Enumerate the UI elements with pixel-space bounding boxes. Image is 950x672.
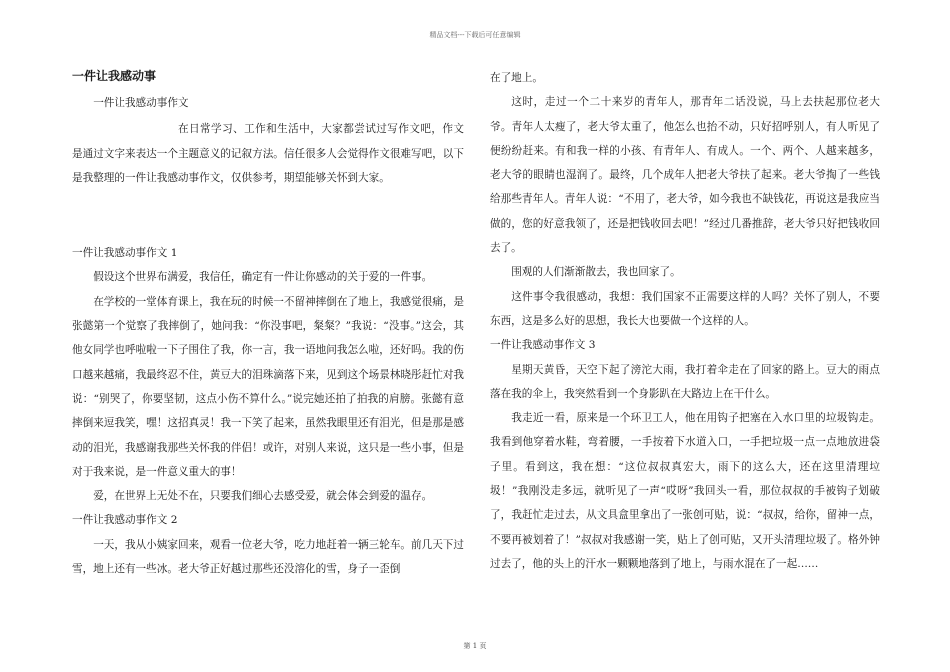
page-header: 精品文档---下载后可任意编辑	[429, 31, 521, 39]
essay3-paragraph-1: 星期天黄昏，天空下起了滂沱大雨，我打着伞走在了回家的路上。豆大的雨点落在我的伞上，我突然看到一个身影趴在大路边上在干什么。	[490, 363, 880, 400]
essay2-paragraph-1-continued: 在了地上。	[490, 72, 543, 84]
essay2-heading: 一件让我感动事作文 2	[72, 514, 178, 527]
essay1-paragraph-3: 爱，在世界上无处不在，只要我们细心去感受爱，就会体会到爱的温存。	[93, 490, 433, 503]
document-subtitle: 一件让我感动事作文	[93, 97, 189, 109]
page-number: 第 1 页	[463, 642, 487, 650]
essay1-heading: 一件让我感动事作文 1	[72, 247, 178, 260]
essay1-paragraph-2: 在学校的一堂体育课上，我在玩的时候一不留神摔倒在了地上，我感觉很痛，是张懿第一个觉察了我摔倒了，她问我：“你没事吧，粲粲？”我说：“没事。”这会，其他女同学也呼啦啦一下子围住了我，你一言，我一语地问我怎么啦，还好吗。我的伤口越来越痛，我最终忍不住，黄豆大的泪珠滴落下来，见到这个场景林晓彤赶忙对我说：“别哭了，你要坚韧，这点小伤不算什么。”说完她还拍了拍我的肩膀。张懿有意摔倒来逗我笑，嘿！这招真灵！我一下笑了起来，虽然我眼里还有泪光，但是那是感动的泪光，我感谢我那些关怀我的伴侣！或许，对别人来说，这只是一些小事，但是对于我来说，是一件意义重大的事！	[72, 295, 464, 478]
essay2-paragraph-4: 这件事令我很感动，我想：我们国家不正需要这样的人吗？关怀了别人，不要东西，这是多么好的思想，我长大也要做一个这样的人。	[490, 290, 880, 327]
left-column	[72, 66, 464, 581]
essay3-paragraph-2: 我走近一看，原来是一个环卫工人，他在用钩子把塞在入水口里的垃圾钩走。我看到他穿着水鞋，弯着腰，一手按着下水道入口，一手把垃圾一点一点地放进袋子里。看到这，我在想：“这位叔叔真宏大，雨下的这么大，还在这里清理垃圾！”我刚没走多远，就听见了一声“哎呀”我回头一看，那位叔叔的手被钩子划破了，我赶忙走过去，从文具盒里拿出了一张创可贴，说：“叔叔，给你，留神一点，不要再被划着了！”叔叔对我感谢一笑，贴上了创可贴，又开头清理垃圾了。格外钟过去了，他的头上的汗水一颗颗地落到了地上，与雨水混在了一起……	[490, 412, 880, 570]
section-gap	[72, 190, 464, 241]
essay1-paragraph-1: 假设这个世界布满爱，我信任，确定有一件让你感动的关于爱的一件事。	[93, 271, 433, 284]
right-column	[490, 66, 880, 576]
essay3-heading: 一件让我感动事作文 3	[490, 339, 596, 352]
document-title: 一件让我感动事	[72, 69, 157, 83]
intro-paragraph: 在日常学习、工作和生活中，大家都尝试过写作文吧，作文是通过文字来表达一个主题意义的记叙方法。信任很多人会觉得作文很难写吧，以下是我整理的一件让我感动事作文，仅供参考，期望能够关怀到大家。	[72, 123, 464, 184]
essay2-paragraph-3: 围观的人们渐渐散去，我也回家了。	[511, 266, 681, 279]
essay2-paragraph-2: 这时，走过一个二十来岁的青年人，那青年二话没说，马上去扶起那位老大爷。青年人太瘦了，老大爷太重了，他怎么也抬不动，只好招呼别人，有人听见了便纷纷赶来。有和我一样的小孩、有青年人、有成人。一个、两个、人越来越多，老大爷的眼睛也湿润了。最终，几个成年人把老大爷扶了起来。老大爷掏了一些钱给那些青年人。青年人说：“不用了，老大爷，如今我也不缺钱花，再说这是我应当做的，您的好意我领了，还是把钱收回去吧！”经过几番推辞，老大爷只好把钱收回去了。	[490, 96, 880, 255]
essay2-paragraph-1: 一天，我从小姨家回来，观看一位老大爷，吃力地赶着一辆三轮车。前几天下过雪，地上还有一些冰。老大爷正好越过那些还没溶化的雪，身子一歪倒	[72, 538, 464, 576]
